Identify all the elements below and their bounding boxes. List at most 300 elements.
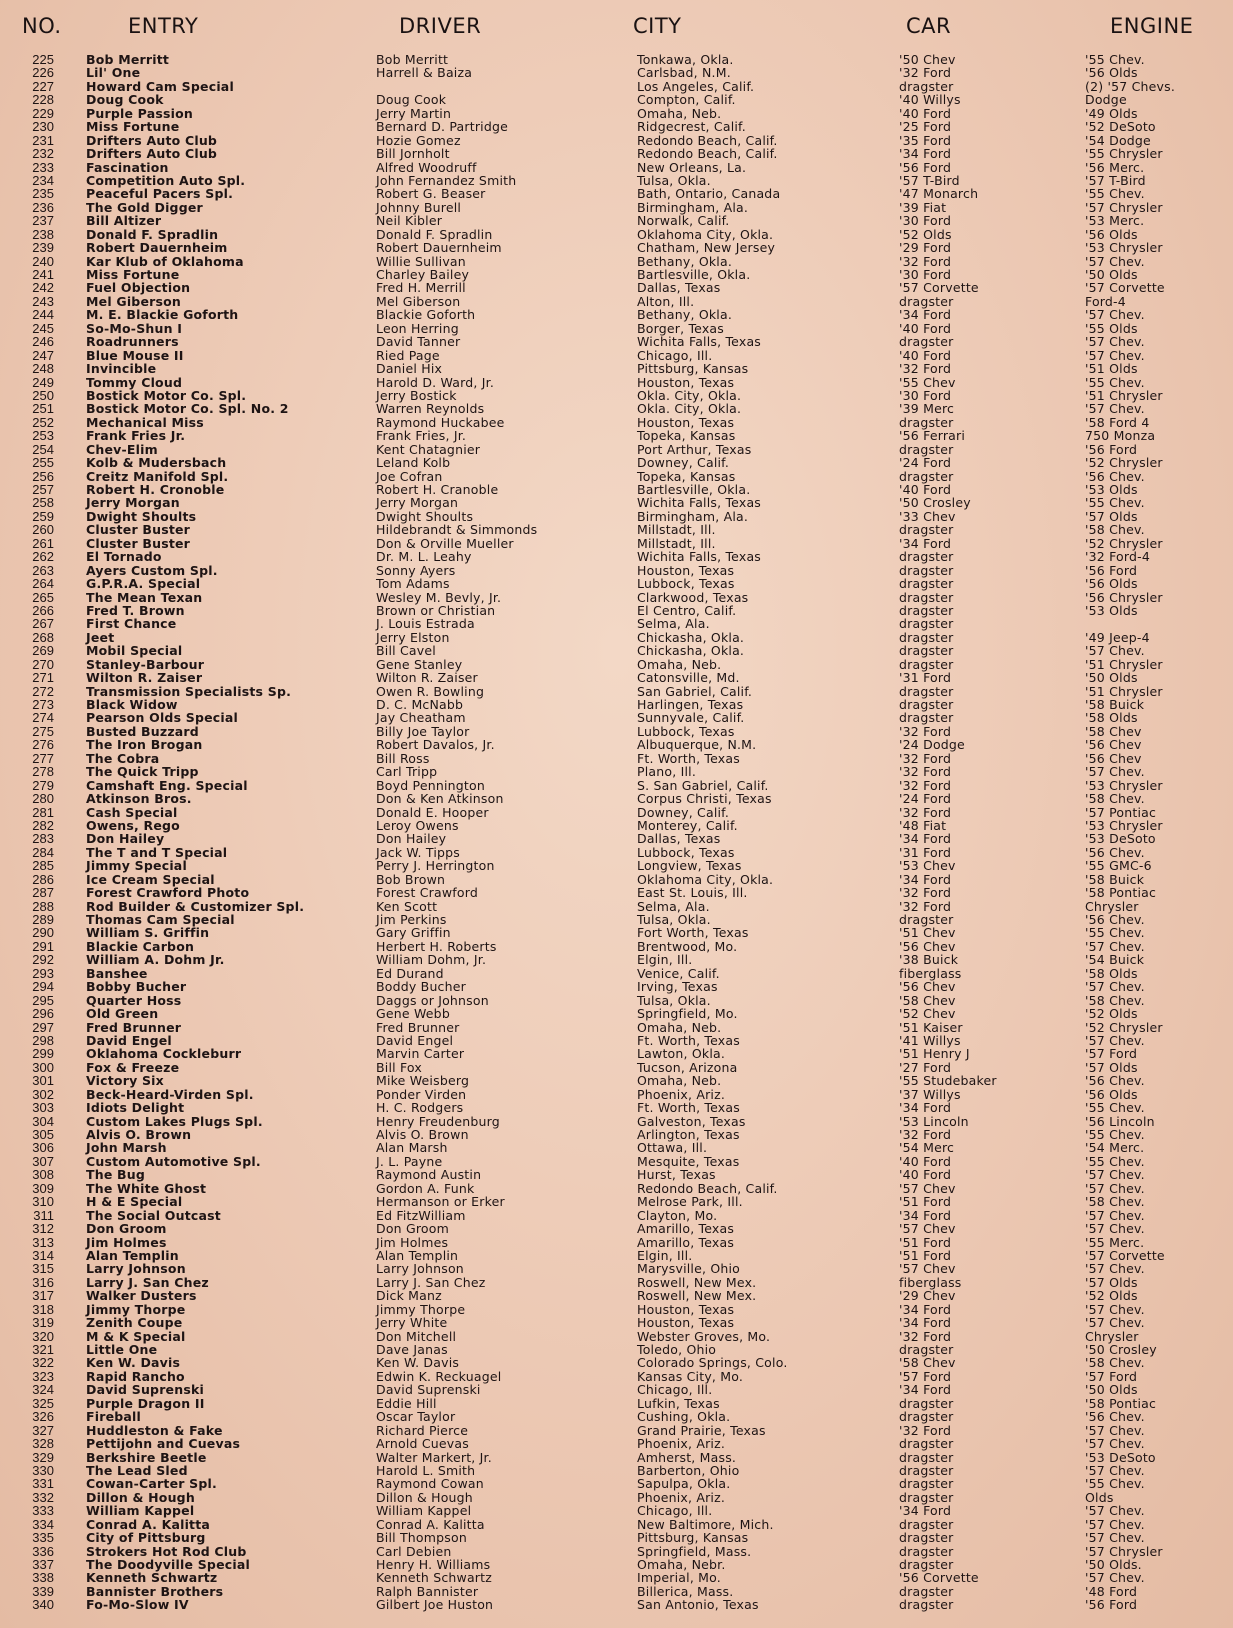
table-row	[0, 698, 1233, 711]
cell-no: 321	[32, 1342, 54, 1357]
cell-car: dragster	[899, 562, 954, 578]
cell-entry: Banshee	[86, 965, 148, 981]
cell-no: 253	[32, 428, 54, 444]
cell-car: '32 Ford	[899, 898, 952, 914]
cell-car: '51 Henry J	[899, 1046, 970, 1062]
cell-engine: '57 Chev.	[1085, 1422, 1145, 1438]
cell-entry: Thomas Cam Special	[86, 912, 235, 927]
cell-entry: Cash Special	[86, 804, 178, 820]
cell-car: '25 Ford	[899, 119, 952, 135]
cell-engine: '56 Ford	[1085, 562, 1138, 578]
cell-entry: Kar Klub of Oklahoma	[86, 253, 244, 269]
table-row	[0, 496, 1233, 509]
cell-driver: Hildebrandt & Simmonds	[376, 522, 538, 538]
cell-no: 310	[32, 1194, 54, 1210]
cell-driver: Mike Weisberg	[376, 1073, 470, 1089]
cell-car: '53 Chev	[899, 858, 956, 874]
cell-driver: Jerry Martin	[376, 105, 452, 121]
cell-no: 249	[32, 374, 54, 390]
cell-entry: Atkinson Bros.	[86, 791, 192, 807]
cell-no: 232	[32, 146, 54, 162]
cell-car: '40 Ford	[899, 1167, 952, 1183]
cell-driver: Gary Griffin	[376, 925, 451, 941]
cell-car: '57 T-Bird	[899, 172, 960, 188]
table-row	[0, 685, 1233, 698]
cell-engine: '57 Chev.	[1085, 1462, 1145, 1478]
cell-entry: Cowan-Carter Spl.	[86, 1476, 217, 1492]
cell-entry: Stanley-Barbour	[86, 656, 205, 672]
cell-engine: '57 Corvette	[1085, 280, 1165, 296]
cell-city: Roswell, New Mex.	[637, 1274, 757, 1290]
cell-car: '31 Ford	[899, 670, 952, 686]
cell-engine: '57 Chrysler	[1085, 1543, 1163, 1559]
cell-car: '52 Olds	[899, 226, 952, 242]
cell-driver: Don & Ken Atkinson	[376, 791, 504, 807]
cell-engine: '56 Chev.	[1085, 912, 1145, 927]
cell-no: 261	[32, 535, 54, 551]
cell-no: 252	[32, 414, 54, 430]
cell-engine: '57 Pontiac	[1085, 804, 1157, 820]
cell-city: Brentwood, Mo.	[637, 938, 738, 954]
cell-city: Chickasha, Okla.	[637, 643, 745, 659]
cell-engine: '57 Chev.	[1085, 347, 1145, 363]
cell-driver: Jack W. Tipps	[376, 844, 461, 860]
table-row	[0, 537, 1233, 550]
cell-engine: '53 Chrysler	[1085, 777, 1163, 793]
table-row	[0, 1383, 1233, 1396]
cell-car: '40 Ford	[899, 320, 952, 336]
cell-car: '51 Chev	[899, 925, 956, 941]
cell-driver: Jerry Elston	[376, 629, 450, 645]
cell-city: Norwalk, Calif.	[637, 213, 730, 229]
cell-no: 308	[32, 1167, 54, 1183]
cell-car: '37 Willys	[899, 1086, 961, 1102]
table-row	[0, 1504, 1233, 1517]
cell-no: 237	[32, 213, 54, 229]
table-row	[0, 1370, 1233, 1383]
cell-car: '30 Ford	[899, 267, 952, 282]
cell-car: dragster	[899, 549, 954, 565]
table-row	[0, 900, 1233, 913]
table-row	[0, 1088, 1233, 1101]
table-row	[0, 107, 1233, 120]
cell-driver: Willie Sullivan	[376, 253, 466, 269]
cell-driver: Robert G. Beaser	[376, 186, 486, 202]
cell-entry: Miss Fortune	[86, 119, 180, 135]
table-row	[0, 281, 1233, 294]
cell-engine: '54 Dodge	[1085, 132, 1151, 148]
cell-engine: '57 Ford	[1085, 1368, 1138, 1384]
cell-engine: '56 Chev.	[1085, 468, 1145, 484]
cell-no: 268	[32, 629, 54, 645]
cell-no: 289	[32, 912, 54, 927]
table-row	[0, 1464, 1233, 1477]
cell-entry: First Chance	[86, 616, 177, 632]
table-row	[0, 295, 1233, 308]
cell-engine: '55 Merc.	[1085, 1234, 1145, 1250]
table-row	[0, 1262, 1233, 1275]
cell-city: Houston, Texas	[637, 1315, 735, 1331]
table-row	[0, 241, 1233, 254]
cell-driver: Billy Joe Taylor	[376, 723, 470, 739]
cell-city: Houston, Texas	[637, 414, 735, 430]
cell-driver: Jerry Bostick	[376, 387, 457, 403]
cell-car: dragster	[899, 1543, 954, 1559]
table-row	[0, 752, 1233, 765]
cell-engine: Dodge	[1085, 92, 1127, 108]
cell-city: Lubbock, Texas	[637, 723, 735, 739]
cell-engine: '51 Chrysler	[1085, 683, 1163, 699]
cell-entry: Zenith Coupe	[86, 1315, 183, 1331]
cell-car: '40 Willys	[899, 92, 961, 108]
cell-engine: '55 Chev.	[1085, 1153, 1145, 1169]
cell-car: '24 Ford	[899, 791, 952, 807]
cell-entry: H & E Special	[86, 1194, 183, 1210]
cell-car: dragster	[899, 1516, 954, 1532]
cell-no: 238	[32, 226, 54, 242]
table-row	[0, 1222, 1233, 1235]
table-row	[0, 1021, 1233, 1034]
column-headers	[0, 14, 1233, 42]
cell-entry: Transmission Specialists Sp.	[86, 683, 292, 699]
cell-car: dragster	[899, 1557, 954, 1572]
cell-driver: Conrad A. Kalitta	[376, 1516, 485, 1532]
cell-engine: '53 Chrysler	[1085, 817, 1163, 833]
cell-engine: '56 Olds	[1085, 1086, 1138, 1102]
cell-entry: Fo-Mo-Slow IV	[86, 1597, 189, 1613]
cell-city: New Baltimore, Mich.	[637, 1516, 774, 1532]
table-row	[0, 1182, 1233, 1195]
cell-car: '34 Ford	[899, 871, 952, 887]
cell-driver: Don Hailey	[376, 831, 447, 847]
cell-driver: Forest Crawford	[376, 885, 478, 901]
cell-entry: David Engel	[86, 1032, 172, 1048]
cell-city: Lufkin, Texas	[637, 1395, 720, 1411]
cell-entry: Larry J. San Chez	[86, 1274, 209, 1290]
cell-engine: '57 Chev.	[1085, 1221, 1145, 1237]
cell-engine: '52 DeSoto	[1085, 119, 1156, 135]
table-row	[0, 846, 1233, 859]
cell-city: Clarkwood, Texas	[637, 589, 749, 605]
cell-driver: Gene Webb	[376, 1006, 450, 1022]
cell-car: '34 Ford	[899, 1315, 952, 1331]
cell-no: 230	[32, 119, 54, 135]
cell-city: Billerica, Mass.	[637, 1583, 734, 1599]
cell-engine: '55 Olds	[1085, 320, 1138, 336]
cell-engine: '50 Olds	[1085, 1382, 1138, 1398]
cell-city: Okla. City, Okla.	[637, 387, 742, 403]
cell-engine: '55 GMC-6	[1085, 858, 1152, 874]
cell-entry: Ken W. Davis	[86, 1355, 181, 1371]
cell-engine: '56 Chev.	[1085, 1073, 1145, 1089]
cell-entry: Bannister Brothers	[86, 1583, 224, 1599]
cell-city: Chicago, Ill.	[637, 347, 713, 363]
table-row	[0, 429, 1233, 442]
cell-entry: Fascination	[86, 159, 169, 175]
cell-driver: Ried Page	[376, 347, 440, 363]
cell-car: '32 Ford	[899, 361, 952, 377]
cell-driver: David Engel	[376, 1032, 454, 1048]
cell-driver: Charley Bailey	[376, 267, 470, 282]
cell-no: 298	[32, 1032, 54, 1048]
cell-engine: '58 Pontiac	[1085, 1395, 1157, 1411]
cell-entry: Fox & Freeze	[86, 1059, 180, 1075]
table-row	[0, 604, 1233, 617]
cell-no: 260	[32, 522, 54, 538]
cell-engine: '57 Corvette	[1085, 1247, 1165, 1263]
cell-entry: David Suprenski	[86, 1382, 204, 1398]
cell-no: 299	[32, 1046, 54, 1062]
table-row	[0, 510, 1233, 523]
cell-car: dragster	[899, 629, 954, 645]
cell-entry: William S. Griffin	[86, 925, 210, 941]
header-driver: DRIVER	[399, 14, 482, 38]
cell-city: Los Angeles, Calif.	[637, 78, 755, 94]
cell-car: '57 Chev	[899, 1180, 956, 1196]
cell-engine: '58 Chev.	[1085, 992, 1145, 1008]
table-row	[0, 1410, 1233, 1423]
cell-car: dragster	[899, 78, 954, 94]
cell-entry: Kenneth Schwartz	[86, 1570, 218, 1586]
cell-no: 296	[32, 1006, 54, 1022]
cell-city: Oklahoma City, Okla.	[637, 871, 774, 887]
cell-engine: '51 Chrysler	[1085, 387, 1163, 403]
cell-driver: Leon Herring	[376, 320, 459, 336]
cell-engine: '57 Chev.	[1085, 1261, 1145, 1277]
table-row	[0, 711, 1233, 724]
cell-entry: Little One	[86, 1342, 158, 1357]
cell-engine: '56 Chev	[1085, 737, 1142, 753]
table-row	[0, 416, 1233, 429]
cell-no: 244	[32, 307, 54, 323]
cell-entry: Alan Templin	[86, 1247, 179, 1263]
cell-entry: The Lead Sled	[86, 1462, 188, 1478]
cell-engine: '58 Chev.	[1085, 1194, 1145, 1210]
cell-city: Colorado Springs, Colo.	[637, 1355, 788, 1371]
cell-city: Omaha, Neb.	[637, 1073, 722, 1089]
cell-no: 313	[32, 1234, 54, 1250]
table-row	[0, 1115, 1233, 1128]
cell-no: 324	[32, 1382, 54, 1398]
cell-entry: The Gold Digger	[86, 199, 203, 215]
cell-engine: '56 Chev	[1085, 750, 1142, 766]
cell-car: '32 Ford	[899, 764, 952, 780]
cell-car: dragster	[899, 616, 954, 632]
cell-city: Monterey, Calif.	[637, 817, 738, 833]
cell-car: '29 Chev	[899, 1288, 956, 1304]
cell-car: '32 Ford	[899, 777, 952, 793]
cell-engine: '55 Chev.	[1085, 1100, 1145, 1116]
cell-no: 233	[32, 159, 54, 175]
cell-no: 307	[32, 1153, 54, 1169]
cell-engine: '57 Chev.	[1085, 643, 1145, 659]
cell-no: 336	[32, 1543, 54, 1559]
cell-engine: '57 Chev.	[1085, 1503, 1145, 1519]
cell-entry: G.P.R.A. Special	[86, 576, 201, 592]
cell-no: 323	[32, 1368, 54, 1384]
cell-driver: Jay Cheatham	[376, 710, 466, 726]
cell-driver: Walter Markert, Jr.	[376, 1449, 492, 1465]
cell-entry: So-Mo-Shun I	[86, 320, 183, 336]
cell-car: '58 Chev	[899, 1355, 956, 1371]
cell-no: 297	[32, 1019, 54, 1035]
cell-city: Amherst, Mass.	[637, 1449, 737, 1465]
cell-driver: Jimmy Thorpe	[376, 1301, 466, 1317]
cell-city: Elgin, Ill.	[637, 1247, 693, 1263]
cell-car: dragster	[899, 1436, 954, 1452]
cell-no: 294	[32, 979, 54, 995]
cell-no: 242	[32, 280, 54, 296]
cell-no: 284	[32, 844, 54, 860]
cell-city: Barberton, Ohio	[637, 1462, 740, 1478]
cell-entry: Walker Dusters	[86, 1288, 197, 1304]
cell-city: Lubbock, Texas	[637, 576, 735, 592]
cell-driver: Jerry White	[376, 1315, 448, 1331]
table-row	[0, 1128, 1233, 1141]
cell-entry: Conrad A. Kalitta	[86, 1516, 211, 1532]
cell-engine: '52 Olds	[1085, 1006, 1138, 1022]
table-row	[0, 349, 1233, 362]
cell-no: 272	[32, 683, 54, 699]
cell-city: Bartlesville, Okla.	[637, 267, 751, 282]
cell-city: Imperial, Mo.	[637, 1570, 721, 1586]
table-row	[0, 456, 1233, 469]
cell-car: '55 Chev	[899, 374, 956, 390]
cell-no: 339	[32, 1583, 54, 1599]
cell-driver: Leroy Owens	[376, 817, 459, 833]
table-row	[0, 1101, 1233, 1114]
cell-driver: Henry Freudenburg	[376, 1113, 500, 1129]
cell-no: 251	[32, 401, 54, 417]
cell-engine: '55 Chev.	[1085, 925, 1145, 941]
cell-driver: Dick Manz	[376, 1288, 442, 1304]
cell-car: '48 Fiat	[899, 817, 947, 833]
header-city: CITY	[633, 14, 682, 38]
cell-no: 286	[32, 871, 54, 887]
cell-city: Wichita Falls, Texas	[637, 334, 762, 350]
cell-no: 335	[32, 1530, 54, 1546]
table-row	[0, 389, 1233, 402]
cell-engine: '57 Chev.	[1085, 1180, 1145, 1196]
cell-no: 279	[32, 777, 54, 793]
cell-entry: Quarter Hoss	[86, 992, 182, 1008]
cell-driver: Jerry Morgan	[376, 495, 459, 511]
cell-engine: '58 Pontiac	[1085, 885, 1157, 901]
cell-entry: Bobby Bucher	[86, 979, 187, 995]
table-row	[0, 228, 1233, 241]
cell-entry: Doug Cook	[86, 92, 164, 108]
cell-engine: '51 Olds	[1085, 361, 1138, 377]
cell-city: Tucson, Arizona	[637, 1059, 738, 1075]
cell-car: '53 Lincoln	[899, 1113, 969, 1129]
cell-no: 312	[32, 1221, 54, 1237]
table-row	[0, 201, 1233, 214]
cell-car: '55 Studebaker	[899, 1073, 997, 1089]
cell-car: dragster	[899, 293, 954, 309]
cell-engine: '57 Chrysler	[1085, 199, 1163, 215]
cell-no: 331	[32, 1476, 54, 1492]
table-row	[0, 819, 1233, 832]
cell-no: 305	[32, 1127, 54, 1142]
cell-no: 264	[32, 576, 54, 592]
cell-engine: '56 Merc.	[1085, 159, 1145, 175]
table-row	[0, 1437, 1233, 1450]
cell-city: Houston, Texas	[637, 562, 735, 578]
cell-engine: '56 Lincoln	[1085, 1113, 1155, 1129]
table-row	[0, 443, 1233, 456]
cell-car: dragster	[899, 1449, 954, 1465]
cell-no: 256	[32, 468, 54, 484]
cell-entry: M & K Special	[86, 1328, 186, 1344]
table-row	[0, 1451, 1233, 1464]
cell-no: 227	[32, 78, 54, 94]
cell-city: Redondo Beach, Calif.	[637, 1180, 778, 1196]
cell-driver: Bob Merritt	[376, 52, 449, 67]
cell-city: East St. Louis, Ill.	[637, 885, 748, 901]
table-row	[0, 1249, 1233, 1262]
cell-car: '34 Ford	[899, 1503, 952, 1519]
cell-driver: Bill Fox	[376, 1059, 422, 1075]
cell-city: Houston, Texas	[637, 374, 735, 390]
cell-city: San Gabriel, Calif.	[637, 683, 753, 699]
cell-driver: Herbert H. Roberts	[376, 938, 497, 954]
cell-driver: Daniel Hix	[376, 361, 443, 377]
cell-engine: '32 Ford-4	[1085, 549, 1151, 565]
cell-no: 229	[32, 105, 54, 121]
entry-table	[0, 53, 1233, 1612]
cell-no: 314	[32, 1247, 54, 1263]
table-row	[0, 268, 1233, 281]
cell-entry: Drifters Auto Club	[86, 132, 218, 148]
cell-no: 278	[32, 764, 54, 780]
cell-entry: Huddleston & Fake	[86, 1422, 223, 1438]
cell-car: '34 Ford	[899, 307, 952, 323]
cell-entry: Owens, Rego	[86, 817, 180, 833]
cell-car: '58 Chev	[899, 992, 956, 1008]
cell-no: 267	[32, 616, 54, 632]
table-row	[0, 376, 1233, 389]
cell-driver: Daggs or Johnson	[376, 992, 489, 1008]
cell-engine: '50 Crosley	[1085, 1342, 1157, 1357]
cell-no: 235	[32, 186, 54, 202]
cell-engine: '56 Olds	[1085, 65, 1138, 81]
table-row	[0, 1316, 1233, 1329]
cell-entry: The White Ghost	[86, 1180, 207, 1196]
cell-city: Mesquite, Texas	[637, 1153, 740, 1169]
cell-city: Roswell, New Mex.	[637, 1288, 757, 1304]
cell-driver: Dave Janas	[376, 1342, 448, 1357]
table-row	[0, 631, 1233, 644]
table-row	[0, 335, 1233, 348]
table-row	[0, 806, 1233, 819]
cell-driver: Robert Dauernheim	[376, 240, 502, 256]
cell-city: Lawton, Okla.	[637, 1046, 726, 1062]
cell-city: Omaha, Neb.	[637, 105, 722, 121]
cell-driver: Brown or Christian	[376, 602, 496, 618]
cell-city: Longview, Texas	[637, 858, 742, 874]
cell-driver: Dillon & Hough	[376, 1489, 473, 1505]
cell-no: 271	[32, 670, 54, 686]
cell-engine: '58 Olds	[1085, 965, 1138, 981]
cell-entry: William Kappel	[86, 1503, 195, 1519]
cell-city: Selma, Ala.	[637, 898, 710, 914]
cell-driver: David Suprenski	[376, 1382, 481, 1398]
cell-car: '57 Corvette	[899, 280, 979, 296]
cell-car: dragster	[899, 1476, 954, 1492]
cell-driver: Larry J. San Chez	[376, 1274, 486, 1290]
cell-car: '51 Kaiser	[899, 1019, 963, 1035]
cell-entry: Fred T. Brown	[86, 602, 185, 618]
